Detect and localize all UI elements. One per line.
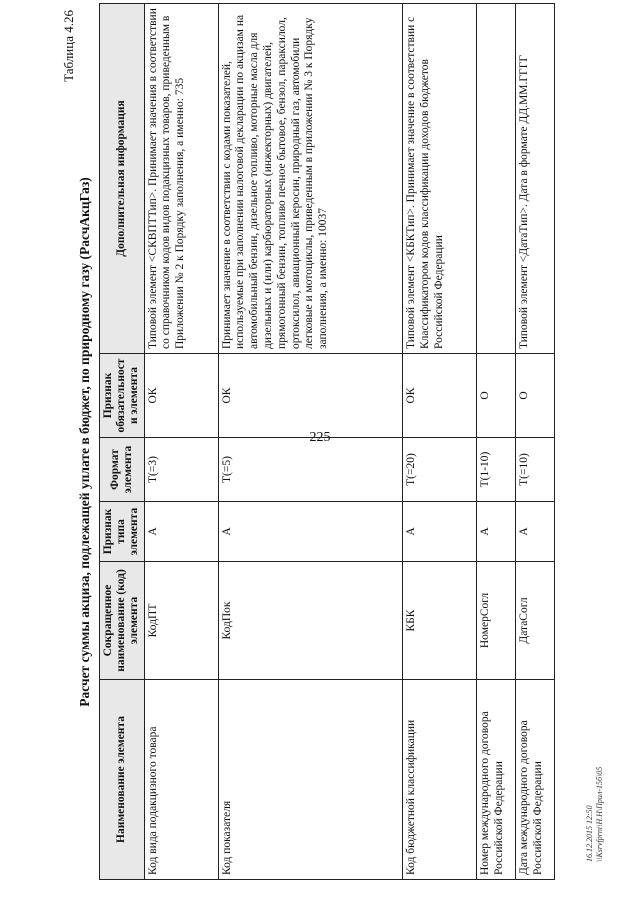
cell-code: ДатаСогл <box>515 562 554 680</box>
cell-info: Принимает значение в соответствии с кодами показателей, используемые при заполнении налоговой декларации по акцизам на автомобильный бензин, дизельное топливо, моторные масла для дизельных и (или) карбюраторных (инжекторных) двигателей, прямогонный бензин, топливо печное бытовое, бензол, параксилол, ортоксилол, авиационный керосин, природный газ, автомобили легковые и мотоциклы, приведенным в приложении № 3 к Порядку заполнения, а именно: 10037 <box>218 4 403 354</box>
col-header-code: Сокращенное наименование (код) элемента <box>100 562 145 680</box>
cell-name: Номер международного договора Российской Федерации <box>477 680 516 880</box>
cell-format: Т(=20) <box>403 438 477 502</box>
cell-required: ОК <box>403 354 477 438</box>
cell-info: Типовой элемент <СКВПТТип>. Принимает значения в соответствии со справочником кодов видов подакцизных товаров, приведенным в Приложении № 2 к Порядку заполнения, а именно: 735 <box>144 4 218 354</box>
page-number: 225 <box>309 430 331 445</box>
cell-code: КБК <box>403 562 477 680</box>
col-header-format: Формат элемента <box>100 438 145 502</box>
cell-required: ОК <box>144 354 218 438</box>
cell-required: ОК <box>218 354 403 438</box>
col-header-info: Дополнительная информация <box>100 4 145 354</box>
table-row <box>144 4 218 880</box>
cell-type: А <box>144 502 218 562</box>
cell-type: А <box>403 502 477 562</box>
cell-format: Т(=5) <box>218 438 403 502</box>
cell-name: Код бюджетной классификации <box>403 680 477 880</box>
cell-name: Код показателя <box>218 680 403 880</box>
cell-info: Типовой элемент <КБКТип>. Принимает значение в соответствии с Классификатором кодов классификации доходов бюджетов Российской Федерации <box>403 4 477 354</box>
table-title: Расчет суммы акциза, подлежащей уплате в бюджет, по природному газу (РасчАкцГаз) <box>77 177 92 707</box>
table-label: Таблица 4.26 <box>61 10 76 82</box>
print-stamp <box>585 767 606 862</box>
cell-name: Код вида подакцизного товара <box>144 680 218 880</box>
cell-type: А <box>218 502 403 562</box>
cell-format: Т(=3) <box>144 438 218 502</box>
rotated-document <box>55 2 615 882</box>
cell-info: Типовой элемент <ДатаТип>. Дата в формате ДД.ММ.ГГГГ <box>515 4 554 354</box>
cell-info <box>477 4 516 354</box>
stamp-path: \\Ksrvfprnt\H.H\Прил-15б\05 <box>595 766 605 862</box>
col-header-type: Признак типа элемента <box>100 502 145 562</box>
cell-format: Т(1-10) <box>477 438 516 502</box>
cell-required: О <box>515 354 554 438</box>
cell-name: Дата международного договора Российской Федерации <box>515 680 554 880</box>
table-row <box>403 4 477 880</box>
cell-code: НомерСогл <box>477 562 516 680</box>
col-header-name: Наименование элемента <box>100 680 145 880</box>
cell-format: Т(=10) <box>515 438 554 502</box>
cell-type: А <box>515 502 554 562</box>
cell-code: КодПок <box>218 562 403 680</box>
cell-type: А <box>477 502 516 562</box>
table-row <box>515 4 554 880</box>
table-row <box>218 4 403 880</box>
cell-required: О <box>477 354 516 438</box>
col-header-required: Признак обязательности элемента <box>100 354 145 438</box>
table-row <box>477 4 516 880</box>
cell-code: КодПТ <box>144 562 218 680</box>
elements-table <box>99 3 555 880</box>
stamp-date: 16.12.2015 12:50 <box>585 805 594 862</box>
table-header-row <box>100 4 145 880</box>
